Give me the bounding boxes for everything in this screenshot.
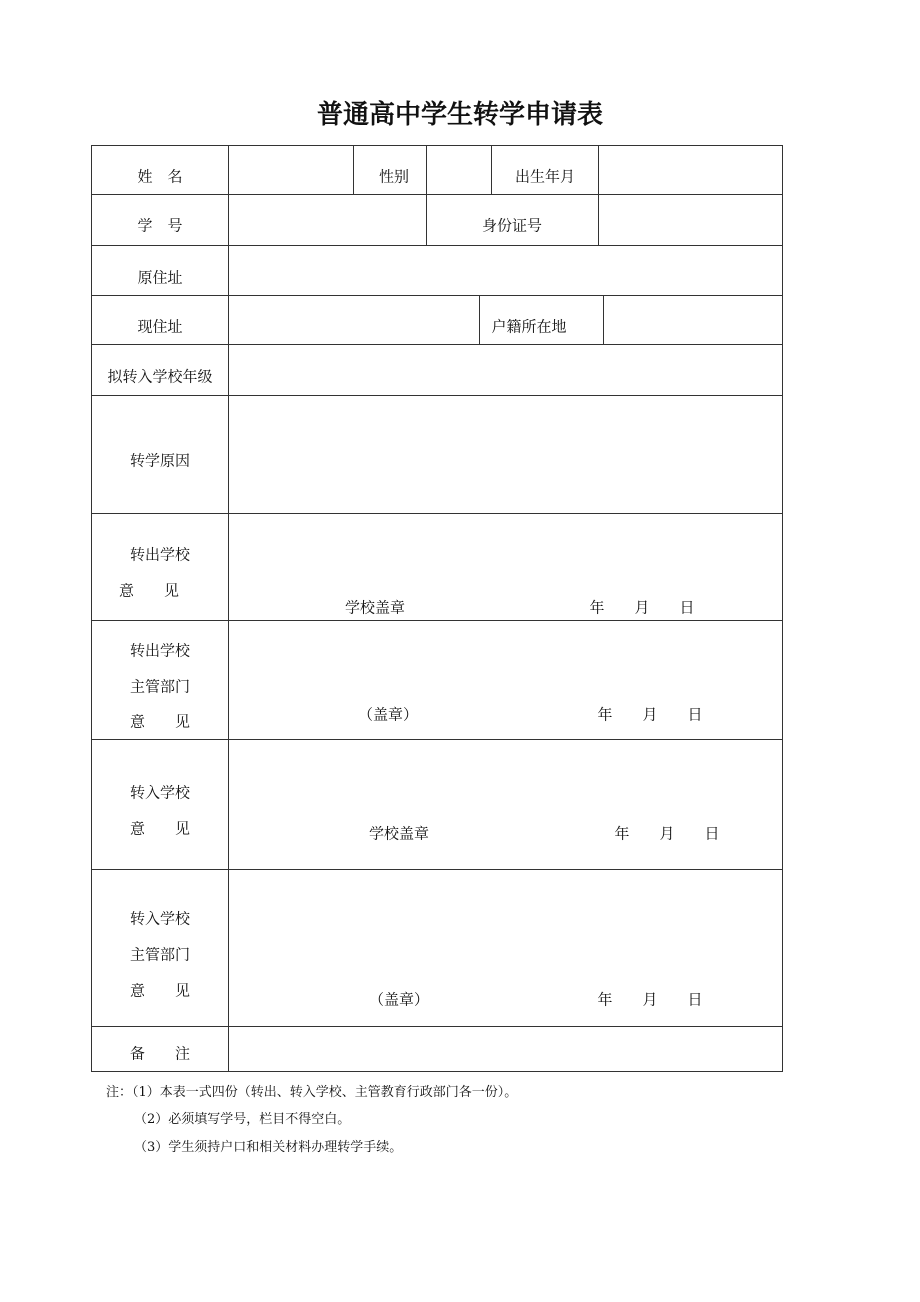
household-label: 户籍所在地 xyxy=(491,317,567,336)
date: 年 月 日 xyxy=(614,824,720,843)
old-address-input[interactable] xyxy=(229,246,782,295)
old-address-label: 原住址 xyxy=(137,268,183,287)
table-border xyxy=(91,145,92,1072)
out-dept-label: 转出学校 xyxy=(129,641,191,660)
current-address-label: 现住址 xyxy=(137,317,183,336)
birth-input[interactable] xyxy=(599,146,782,194)
out-school-label: 意 见 xyxy=(118,581,180,600)
date: 年 月 日 xyxy=(597,705,703,724)
note: 注：（1）本表一式四份（转出、转入学校、主管教育行政部门各一份）。 xyxy=(106,1085,518,1100)
id-card-label: 身份证号 xyxy=(481,216,543,235)
in-school-label: 转入学校 xyxy=(129,783,191,802)
in-dept-label: 主管部门 xyxy=(129,945,191,964)
student-id-label: 学 号 xyxy=(137,216,183,235)
row-divider xyxy=(91,513,783,514)
in-dept-label: 意 见 xyxy=(129,981,191,1000)
table-border xyxy=(782,145,783,1072)
remarks-input[interactable] xyxy=(229,1027,782,1071)
in-school-label: 意 见 xyxy=(129,819,191,838)
table-border xyxy=(91,1071,783,1072)
id-card-input[interactable] xyxy=(599,195,782,245)
gender-input[interactable] xyxy=(427,146,491,194)
row-divider xyxy=(91,739,783,740)
seal: （盖章） xyxy=(368,990,430,1009)
date: 年 月 日 xyxy=(589,598,695,617)
birth-label: 出生年月 xyxy=(514,167,576,186)
seal: （盖章） xyxy=(357,705,419,724)
household-input[interactable] xyxy=(604,296,782,344)
out-school-label: 转出学校 xyxy=(129,545,191,564)
page-title: 普通高中学生转学申请表 xyxy=(316,100,603,130)
reason-label: 转学原因 xyxy=(129,451,191,470)
current-address-input[interactable] xyxy=(229,296,479,344)
note: （2）必须填写学号，栏目不得空白。 xyxy=(134,1112,351,1127)
school-seal: 学校盖章 xyxy=(368,824,430,843)
column-divider xyxy=(353,145,354,195)
name-input[interactable] xyxy=(229,146,353,194)
student-id-input[interactable] xyxy=(229,195,426,245)
in-dept-label: 转入学校 xyxy=(129,909,191,928)
target-school-input[interactable] xyxy=(229,345,782,395)
school-seal: 学校盖章 xyxy=(344,598,406,617)
note: （3）学生须持户口和相关材料办理转学手续。 xyxy=(134,1140,403,1155)
reason-input[interactable] xyxy=(229,396,782,513)
row-divider xyxy=(91,620,783,621)
column-divider xyxy=(479,295,480,345)
row-divider xyxy=(91,869,783,870)
name-label: 姓 名 xyxy=(137,167,183,186)
date: 年 月 日 xyxy=(597,990,703,1009)
out-dept-label: 主管部门 xyxy=(129,677,191,696)
remarks-label: 备 注 xyxy=(129,1044,191,1063)
target-school-label: 拟转入学校年级 xyxy=(107,367,213,386)
column-divider xyxy=(491,145,492,195)
gender-label: 性别 xyxy=(378,167,410,186)
out-dept-label: 意 见 xyxy=(129,712,191,731)
